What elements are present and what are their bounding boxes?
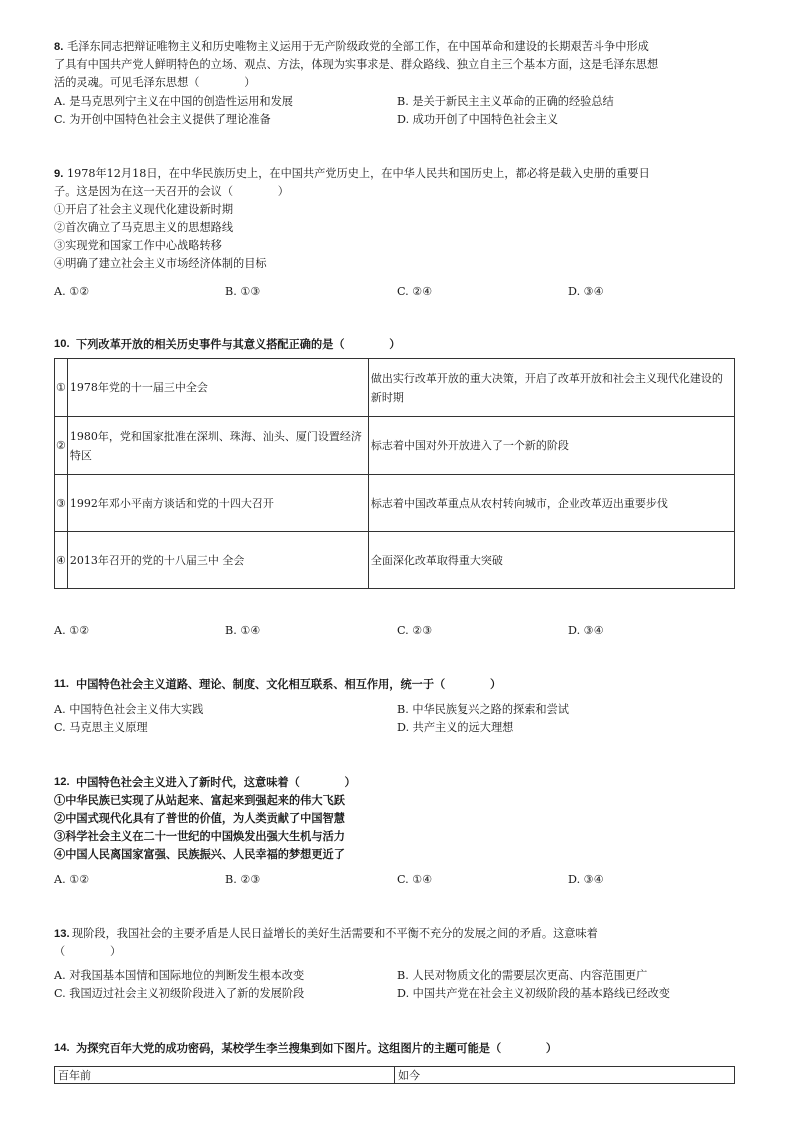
question-stem-line: 子。这是因为在这一天召开的会议（ ） bbox=[54, 185, 289, 198]
question-number: 12. bbox=[54, 776, 70, 788]
question-number: 9. bbox=[54, 168, 64, 180]
option-a[interactable]: A. 对我国基本国情和国际地位的判断发生根本改变 bbox=[54, 969, 305, 982]
option-a[interactable]: A. ①② bbox=[54, 285, 90, 298]
meaning-cell: 标志着中国对外开放进入了一个新的阶段 bbox=[368, 417, 734, 475]
row-index: ② bbox=[55, 417, 68, 475]
meaning-cell: 做出实行改革开放的重大决策，开启了改革开放和社会主义现代化建设的新时期 bbox=[368, 359, 734, 417]
statement-item: ③科学社会主义在二十一世纪的中国焕发出强大生机与活力 bbox=[54, 829, 345, 843]
question-stem-line: 了具有中国共产党人鲜明特色的立场、观点、方法，体现为实事求是、群众路线、独立自主三个基本方面，这是毛泽东思想 bbox=[54, 58, 659, 71]
question-stem: 中国特色社会主义道路、理论、制度、文化相互联系、相互作用，统一于（ ） bbox=[76, 677, 502, 691]
option-c[interactable]: C. ②③ bbox=[397, 624, 433, 637]
event-cell: 1992年邓小平南方谈话和党的十四大召开 bbox=[67, 475, 368, 532]
image-compare-table bbox=[54, 1066, 735, 1084]
question-number: 14. bbox=[54, 1042, 70, 1054]
option-b[interactable]: B. 是关于新民主主义革命的正确的经验总结 bbox=[397, 95, 614, 108]
option-b[interactable]: B. ②③ bbox=[225, 873, 261, 886]
question-number: 8. bbox=[54, 41, 64, 53]
option-a[interactable]: A. ①② bbox=[54, 624, 90, 637]
statement-item: ②首次确立了马克思主义的思想路线 bbox=[54, 221, 234, 234]
question-stem-line: （ ） bbox=[54, 945, 122, 958]
question-number: 13. bbox=[54, 928, 70, 940]
option-d[interactable]: D. 成功开创了中国特色社会主义 bbox=[397, 113, 559, 126]
question-stem: 下列改革开放的相关历史事件与其意义搭配正确的是（ ） bbox=[76, 337, 401, 351]
option-b[interactable]: B. 中华民族复兴之路的探索和尝试 bbox=[397, 703, 569, 716]
option-b[interactable]: B. 人民对物质文化的需要层次更高、内容范围更广 bbox=[397, 969, 648, 982]
question-number: 10. bbox=[54, 338, 70, 350]
question-stem-line: 活的灵魂。可见毛泽东思想（ ） bbox=[54, 76, 256, 89]
option-d[interactable]: D. ③④ bbox=[568, 873, 604, 886]
option-c[interactable]: C. 我国迈过社会主义初级阶段进入了新的发展阶段 bbox=[54, 987, 305, 1000]
table-header-row bbox=[55, 1067, 735, 1084]
meaning-cell: 全面深化改革取得重大突破 bbox=[368, 532, 734, 589]
option-a[interactable]: A. ①② bbox=[54, 873, 90, 886]
question-stem: 为探究百年大党的成功密码，某校学生李兰搜集到如下图片。这组图片的主题可能是（ ） bbox=[76, 1041, 558, 1055]
question-stem-line: 毛泽东同志把辩证唯物主义和历史唯物主义运用于无产阶级政党的全部工作，在中国革命和建设的长期艰苦斗争中形成 bbox=[67, 40, 649, 53]
option-c[interactable]: C. ①④ bbox=[397, 873, 433, 886]
question-number: 11. bbox=[54, 678, 69, 690]
event-cell: 1978年党的十一届三中全会 bbox=[67, 359, 368, 417]
statement-item: ④中国人民离国家富强、民族振兴、人民幸福的梦想更近了 bbox=[54, 847, 345, 861]
row-index: ① bbox=[55, 359, 68, 417]
table-row bbox=[55, 359, 735, 417]
event-cell: 2013年召开的党的十八届三中 全会 bbox=[67, 532, 368, 589]
option-d[interactable]: D. 中国共产党在社会主义初级阶段的基本路线已经改变 bbox=[397, 987, 670, 1000]
table-row bbox=[55, 532, 735, 589]
statement-item: ②中国式现代化具有了普世的价值，为人类贡献了中国智慧 bbox=[54, 811, 345, 825]
events-table bbox=[54, 358, 735, 589]
option-c[interactable]: C. 为开创中国特色社会主义提供了理论准备 bbox=[54, 113, 271, 126]
column-now: 如今 bbox=[395, 1067, 735, 1084]
table-row bbox=[55, 417, 735, 475]
statement-item: ③实现党和国家工作中心战略转移 bbox=[54, 239, 222, 252]
row-index: ③ bbox=[55, 475, 68, 532]
statement-item: ①开启了社会主义现代化建设新时期 bbox=[54, 203, 234, 216]
statement-item: ①中华民族已实现了从站起来、富起来到强起来的伟大飞跃 bbox=[54, 793, 345, 807]
option-b[interactable]: B. ①④ bbox=[225, 624, 261, 637]
option-b[interactable]: B. ①③ bbox=[225, 285, 261, 298]
question-stem: 中国特色社会主义进入了新时代，这意味着（ ） bbox=[76, 775, 356, 789]
option-c[interactable]: C. 马克思主义原理 bbox=[54, 721, 148, 734]
question-stem-line: 1978年12月18日，在中华民族历史上，在中国共产党历史上，在中华人民共和国历史上，都必将是载入史册的重要日 bbox=[67, 167, 650, 180]
option-a[interactable]: A. 中国特色社会主义伟大实践 bbox=[54, 703, 204, 716]
row-index: ④ bbox=[55, 532, 68, 589]
option-c[interactable]: C. ②④ bbox=[397, 285, 433, 298]
table-row bbox=[55, 475, 735, 532]
option-d[interactable]: D. ③④ bbox=[568, 624, 604, 637]
option-d[interactable]: D. ③④ bbox=[568, 285, 604, 298]
meaning-cell: 标志着中国改革重点从农村转向城市，企业改革迈出重要步伐 bbox=[368, 475, 734, 532]
option-d[interactable]: D. 共产主义的远大理想 bbox=[397, 721, 514, 734]
option-a[interactable]: A. 是马克思列宁主义在中国的创造性运用和发展 bbox=[54, 95, 293, 108]
column-before: 百年前 bbox=[55, 1067, 395, 1084]
event-cell: 1980年，党和国家批准在深圳、珠海、汕头、厦门设置经济特区 bbox=[67, 417, 368, 475]
question-stem-line: 现阶段，我国社会的主要矛盾是人民日益增长的美好生活需要和不平衡不充分的发展之间的矛盾。这意味着 bbox=[72, 927, 598, 940]
statement-item: ④明确了建立社会主义市场经济体制的目标 bbox=[54, 257, 267, 270]
